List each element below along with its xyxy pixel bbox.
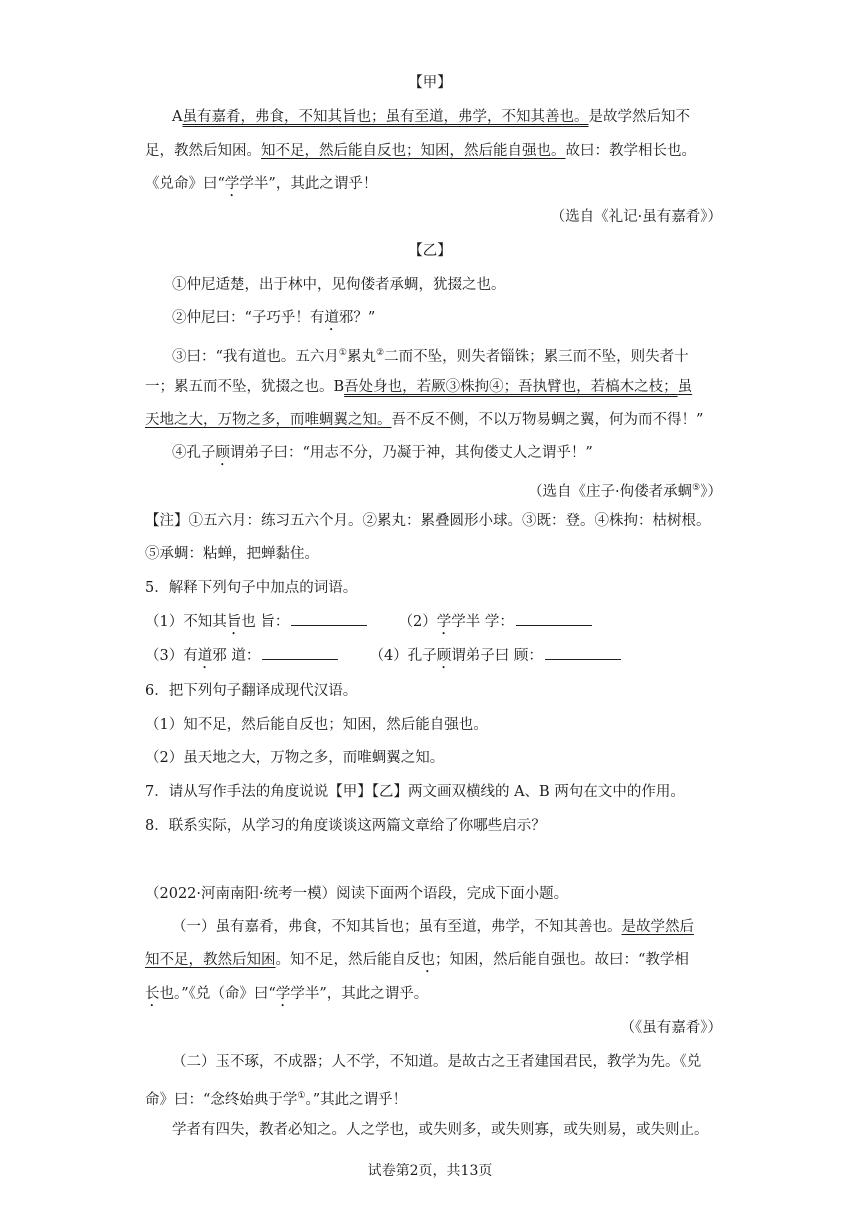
text-span: 吾不反不侧，不以万物易蜩之翼，何为而不得！” [391, 412, 704, 428]
footnote-marker: ② [376, 348, 385, 358]
section-2-para-2-cont [145, 1086, 725, 1110]
footnote-marker: ① [297, 1091, 306, 1101]
text-span: （选自《庄子·佝偻者承蜩 [528, 483, 693, 500]
underlined-sentence: 是故学然后 [621, 919, 694, 935]
text-span: ②仲尼曰：“子巧乎！有 [172, 310, 325, 326]
text-span: （1）不知其 [145, 614, 227, 630]
text-span: ；知困，然后能自强也。故曰：“教学相 [435, 952, 689, 968]
text-span: 《兑命》曰“ [145, 176, 225, 192]
section-2-para-3: 学者有四失，教者必知之。人之学也，或失则多，或失则寡，或失则易，或失则止。 [172, 1122, 709, 1138]
yi-para-1: ①仲尼适楚，出于林中，见佝偻者承蜩，犹掇之也。 [172, 277, 506, 293]
dotted-word: 旨 [226, 614, 242, 630]
dotted-word: 也 [420, 952, 435, 968]
jia-heading: 【甲】 [408, 75, 452, 91]
underlined-sentence: 天地之大，万物之多，而唯蜩翼之知。 [145, 412, 392, 428]
text-span: 故曰：教学相长也。 [565, 143, 696, 159]
jia-source: （选自《礼记·虽有嘉肴》） [550, 209, 722, 225]
question-8: 8．联系实际，从学习的角度谈谈这两篇文章给了你哪些启示？ [145, 818, 546, 834]
section-2-para-1-end [145, 984, 725, 1010]
underlined-sentence: 知不足，然后能自反也；知困，然后能自强也。 [261, 143, 566, 159]
text-span: 》） [700, 483, 722, 500]
yi-para-2 [172, 308, 752, 334]
dotted-word: 顾 [215, 445, 230, 461]
text-span: 也。”《兑（命》曰“ [159, 986, 276, 1002]
section-2-source: （《虽有嘉肴》） [620, 1020, 722, 1036]
text-span: （3）有 [145, 648, 198, 664]
jia-line-2 [145, 141, 725, 161]
jia-line-3 [145, 174, 725, 200]
text-span: 也 旨： [241, 614, 290, 630]
text-span: 学半 学： [451, 614, 514, 630]
text-span: （2） [398, 614, 437, 630]
dotted-word: 顾 [436, 648, 452, 664]
answer-blank-3[interactable] [262, 645, 338, 660]
underlined-sentence: 虽 [677, 379, 693, 395]
text-span: 累丸 [347, 348, 376, 365]
text-span: 学半”，其此之谓乎。 [290, 986, 429, 1002]
text-span: ③曰：“我有道也。五六月 [172, 348, 339, 365]
text-span: 邪？” [338, 310, 376, 326]
text-span: （一）虽有嘉肴，弗食，不知其旨也；虽有至道，弗学，不知其善也。 [172, 919, 622, 935]
text-span: 足，教然后知困。 [145, 143, 261, 159]
section-2-para-1-cont [145, 950, 725, 976]
answer-blank-2[interactable] [516, 611, 592, 626]
text-span: 二而不坠，则失者锱铢；累三而不坠，则失者十 [384, 348, 689, 365]
text-span: 。知不足，然后能自反 [275, 952, 421, 968]
dotted-word: 长 [145, 986, 160, 1002]
section-2-para-1 [172, 917, 752, 937]
answer-blank-4[interactable] [545, 645, 621, 660]
yi-para-3 [172, 343, 752, 367]
underlined-sentence: 知不足，教然后知困 [145, 952, 276, 968]
yi-para-3-end [145, 410, 725, 430]
footnote-marker: ⑤ [692, 483, 701, 493]
question-5-row-2 [145, 645, 725, 672]
dotted-word: 道 [324, 310, 339, 326]
page-footer: 试卷第2页，共13页 [367, 1163, 493, 1179]
text-span: ④孔子 [172, 445, 216, 461]
answer-blank-1[interactable] [291, 611, 367, 626]
text-span: 命》曰：“念终始典于学 [145, 1091, 298, 1108]
text-span: 一；累五而不坠，犹掇之也。B [145, 379, 345, 395]
footnote-marker: ① [338, 348, 347, 358]
notes-line-1: 【注】①五六月：练习五六个月。②累丸：累叠圆形小球。③既：登。④株拘：枯树根。 [145, 513, 711, 529]
text-span: 是故学然后知不 [588, 109, 690, 125]
notes-line-2: ⑤承蜩：粘蝉，把蝉黏住。 [145, 546, 319, 562]
question-6-sentence-2: （2）虽天地之大，万物之多，而唯蜩翼之知。 [145, 750, 445, 766]
text-span: 邪 道： [212, 648, 261, 664]
question-7: 7．请从写作手法的角度说说【甲】【乙】两文画双横线的 A、B 两句在文中的作用。 [145, 784, 685, 800]
dotted-word: 学 [224, 176, 240, 192]
yi-source [0, 478, 722, 502]
yi-heading: 【乙】 [408, 243, 452, 259]
double-underlined-sentence-b: 吾处身也，若厥③株拘④；吾执臂也，若槁木之枝； [344, 379, 678, 395]
label-a: A [172, 109, 183, 125]
section-2-intro: （2022·河南南阳·统考一模）阅读下面两个语段，完成下面小题。 [145, 886, 569, 902]
dotted-word: 学 [436, 614, 452, 630]
text-span: 。”其此之谓乎！ [305, 1091, 408, 1108]
text-span: 学半”，其此之谓乎！ [239, 176, 378, 192]
dotted-word: 学 [275, 986, 291, 1002]
question-6-stem: 6．把下列句子翻译成现代汉语。 [145, 683, 358, 699]
text-span: 谓弟子曰 顾： [451, 648, 543, 664]
dotted-word: 道 [197, 648, 213, 664]
yi-para-3-cont [145, 377, 725, 397]
question-5-row-1 [145, 611, 725, 638]
double-underlined-sentence-a: 虽有嘉肴，弗食，不知其旨也；虽有至道，弗学，不知其善也。 [182, 109, 589, 125]
yi-para-4 [172, 443, 752, 469]
text-span: （4）孔子 [369, 648, 437, 664]
question-6-sentence-1: （1）知不足，然后能自反也；知困，然后能自强也。 [145, 717, 488, 733]
section-2-para-2: （二）玉不琢，不成器；人不学，不知道。是故古之王者建国君民，教学为先。《兑 [172, 1054, 702, 1070]
text-span: 谓弟子曰：“用志不分，乃凝于神，其佝偻丈人之谓乎！” [230, 445, 593, 461]
jia-line-1 [172, 107, 752, 127]
question-5-stem: 5．解释下列句子中加点的词语。 [145, 580, 358, 596]
